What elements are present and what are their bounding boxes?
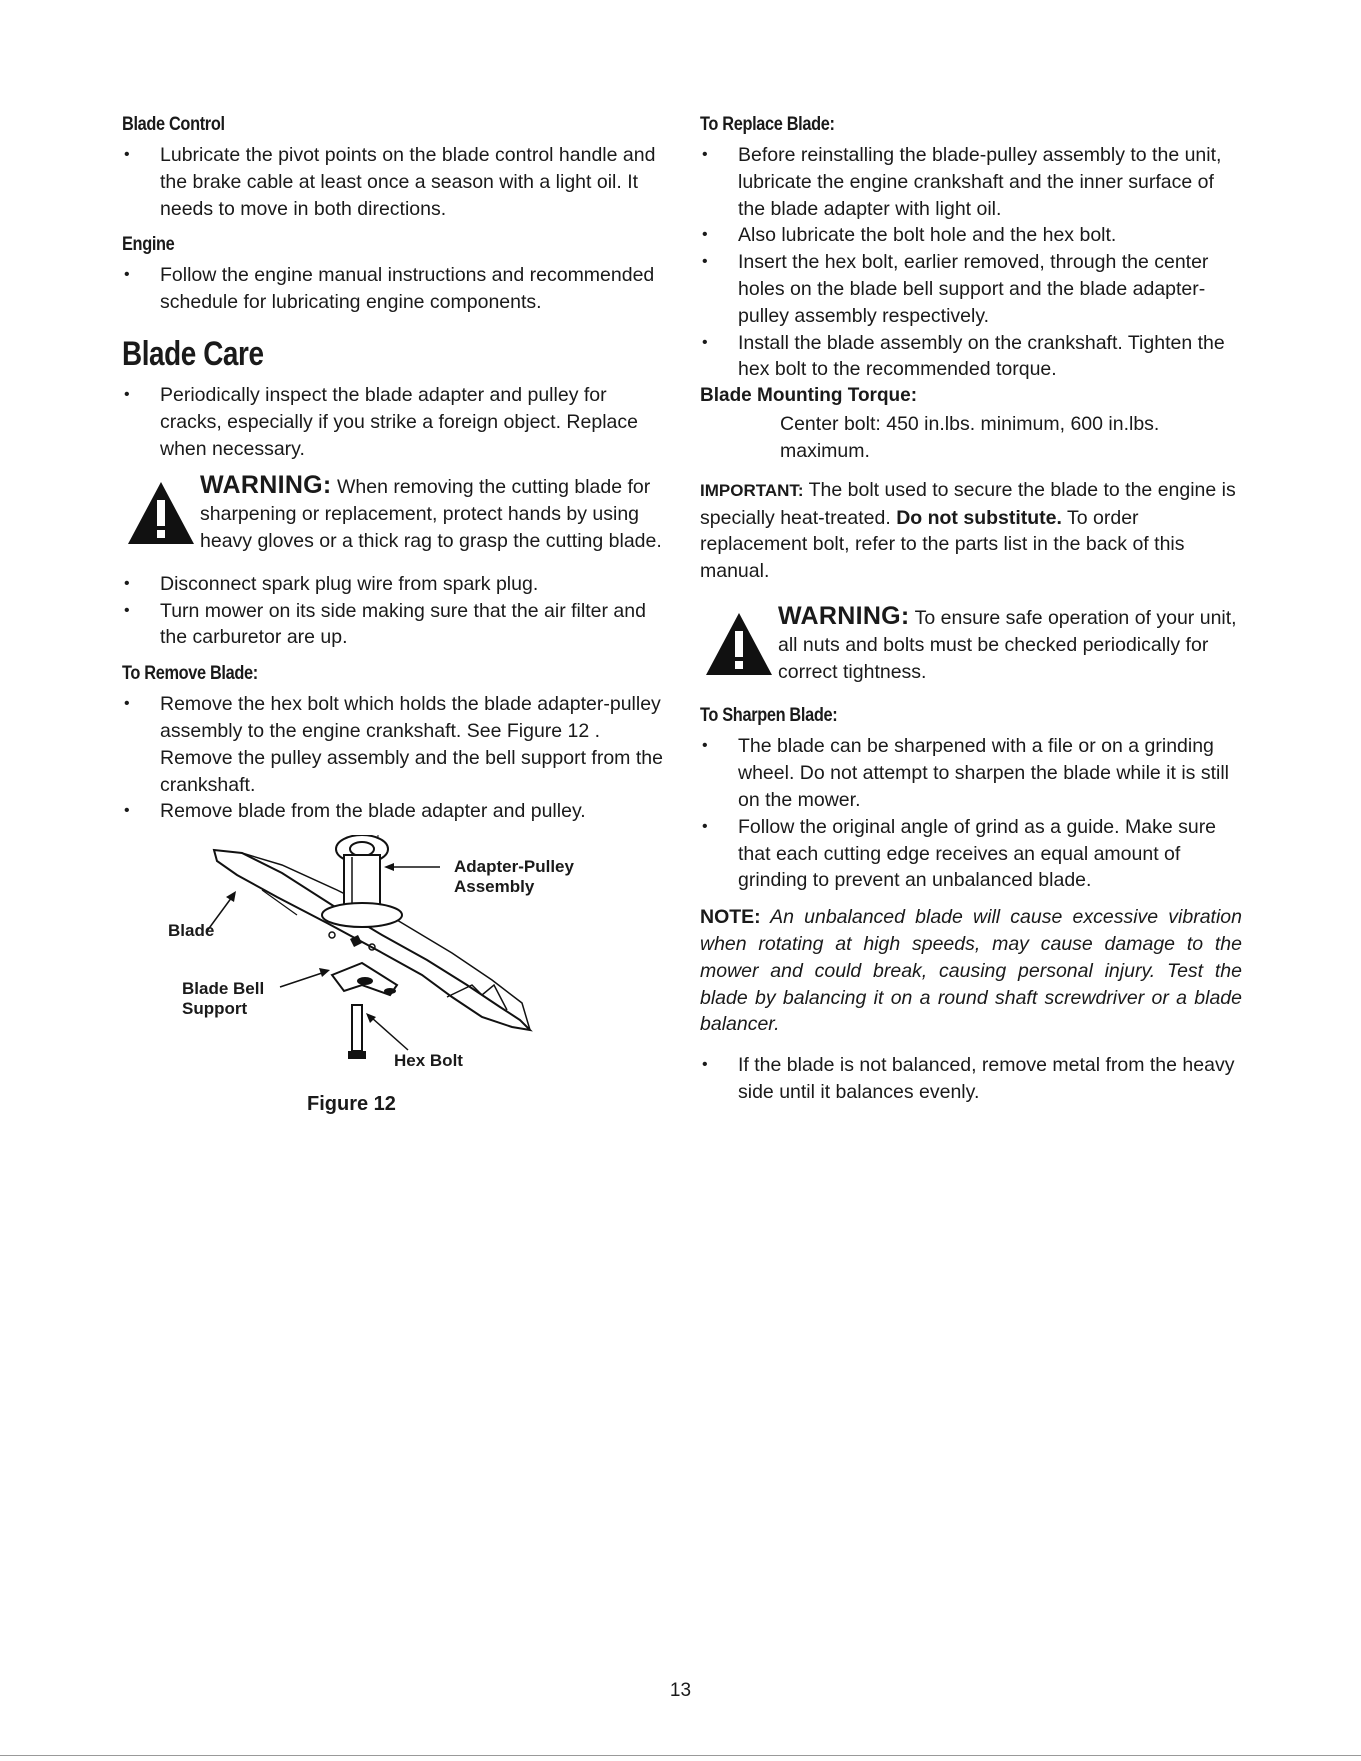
note-unbalanced-blade xyxy=(700,904,1242,1038)
bottom-rule xyxy=(0,1755,1361,1756)
warning-block-blade-removal xyxy=(122,472,670,554)
warning-title: WARNING: xyxy=(200,471,332,500)
engine-heading: Engine xyxy=(122,234,175,256)
blade-care-heading: Blade Care xyxy=(122,334,264,373)
left-column xyxy=(122,112,670,1155)
blade-control-heading: Blade Control xyxy=(122,114,225,135)
replace-blade-list xyxy=(700,142,1242,383)
torque-spec: Center bolt: 450 in.lbs. minimum, 600 in.lbs. maximum. xyxy=(780,413,1160,462)
warning-body: When removing the cutting blade for sharpening or replacement, protect hands by using heavy gloves or a thick rag to grasp the cutting blade. xyxy=(200,476,662,552)
note-label: NOTE: xyxy=(700,906,761,929)
blade-control-list xyxy=(122,142,670,222)
sharpen-blade-heading: To Sharpen Blade: xyxy=(700,705,838,727)
important-note: IMPORTANT: The bolt used to secure the blade to the engine is specially heat-treated. Do not substitute. To order replacement bolt, refer to the parts list in the back of this manual. xyxy=(700,478,1236,583)
list-item: • Before reinstalling the blade-pulley assembly to the unit, lubricate the engine crankshaft and the inner surface of the blade adapter with light oil. xyxy=(700,142,1242,222)
list-item: • Remove blade from the blade adapter and pulley. xyxy=(122,798,670,825)
warning-block-tightness xyxy=(700,603,1242,685)
list-item: • Turn mower on its side making sure that the air filter and the carburetor are up. xyxy=(122,598,670,652)
adapter-pulley-label: Adapter-Pulley Assembly xyxy=(454,857,574,897)
list-item: • Install the blade assembly on the crankshaft. Tighten the hex bolt to the recommended torque. xyxy=(700,330,1242,384)
note-body: An unbalanced blade will cause excessive vibration when rotating at high speeds, may cause damage to the mower and could break, causing personal injury. Test the blade by balancing it on a round shaft screwdriver or a blade balancer. xyxy=(700,906,1242,1036)
warning-triangle-icon xyxy=(704,611,774,677)
figure-12-blade-assembly xyxy=(122,835,670,1155)
torque-heading: Blade Mounting Torque: xyxy=(700,385,918,407)
warning-title: WARNING: xyxy=(778,601,910,630)
warning-body: To ensure safe operation of your unit, all nuts and bolts must be checked periodically for correct tightness. xyxy=(778,606,1237,683)
page-number: 13 xyxy=(669,1680,692,1701)
figure-caption: Figure 12 xyxy=(307,1093,396,1116)
blade-care-steps-list xyxy=(122,571,670,651)
list-item: • The blade can be sharpened with a file or on a grinding wheel. Do not attempt to sharpen the blade while it is still on the mower. xyxy=(700,733,1242,813)
blade-bell-support-label: Blade Bell Support xyxy=(182,979,265,1019)
remove-blade-heading: To Remove Blade: xyxy=(122,663,258,685)
warning-text xyxy=(200,472,670,554)
list-item: • Insert the hex bolt, earlier removed, through the center holes on the blade bell support and the blade adapter-pulley assembly respectively. xyxy=(700,249,1242,329)
balance-list xyxy=(700,1052,1242,1106)
list-item: • Follow the engine manual instructions and recommended schedule for lubricating engine components. xyxy=(122,262,670,316)
blade-care-list xyxy=(122,382,670,462)
hex-bolt-label: Hex Bolt xyxy=(394,1051,463,1071)
warning-text xyxy=(778,603,1242,685)
list-item: • Lubricate the pivot points on the blade control handle and the brake cable at least once a season with a light oil. It needs to move in both directions. xyxy=(122,142,670,222)
list-item: • Periodically inspect the blade adapter and pulley for cracks, especially if you strike a foreign object. Replace when necessary. xyxy=(122,382,670,462)
engine-list xyxy=(122,262,670,316)
blade-label: Blade xyxy=(168,921,215,941)
list-item: • Remove the hex bolt which holds the blade adapter-pulley assembly to the engine crankshaft. See Figure 12 . Remove the pulley assembly and the bell support from the crankshaft. xyxy=(122,691,670,798)
replace-blade-heading: To Replace Blade: xyxy=(700,114,835,135)
warning-triangle-icon xyxy=(126,480,196,546)
list-item: • Disconnect spark plug wire from spark plug. xyxy=(122,571,670,598)
right-column xyxy=(700,112,1242,1116)
list-item: • If the blade is not balanced, remove metal from the heavy side until it balances evenly. xyxy=(700,1052,1242,1106)
important-label: IMPORTANT: xyxy=(700,480,804,500)
remove-blade-list xyxy=(122,691,670,825)
list-item: • Also lubricate the bolt hole and the hex bolt. xyxy=(700,222,1242,249)
list-item: • Follow the original angle of grind as a guide. Make sure that each cutting edge receives an equal amount of grinding to prevent an unbalanced blade. xyxy=(700,814,1242,894)
sharpen-blade-list xyxy=(700,733,1242,894)
